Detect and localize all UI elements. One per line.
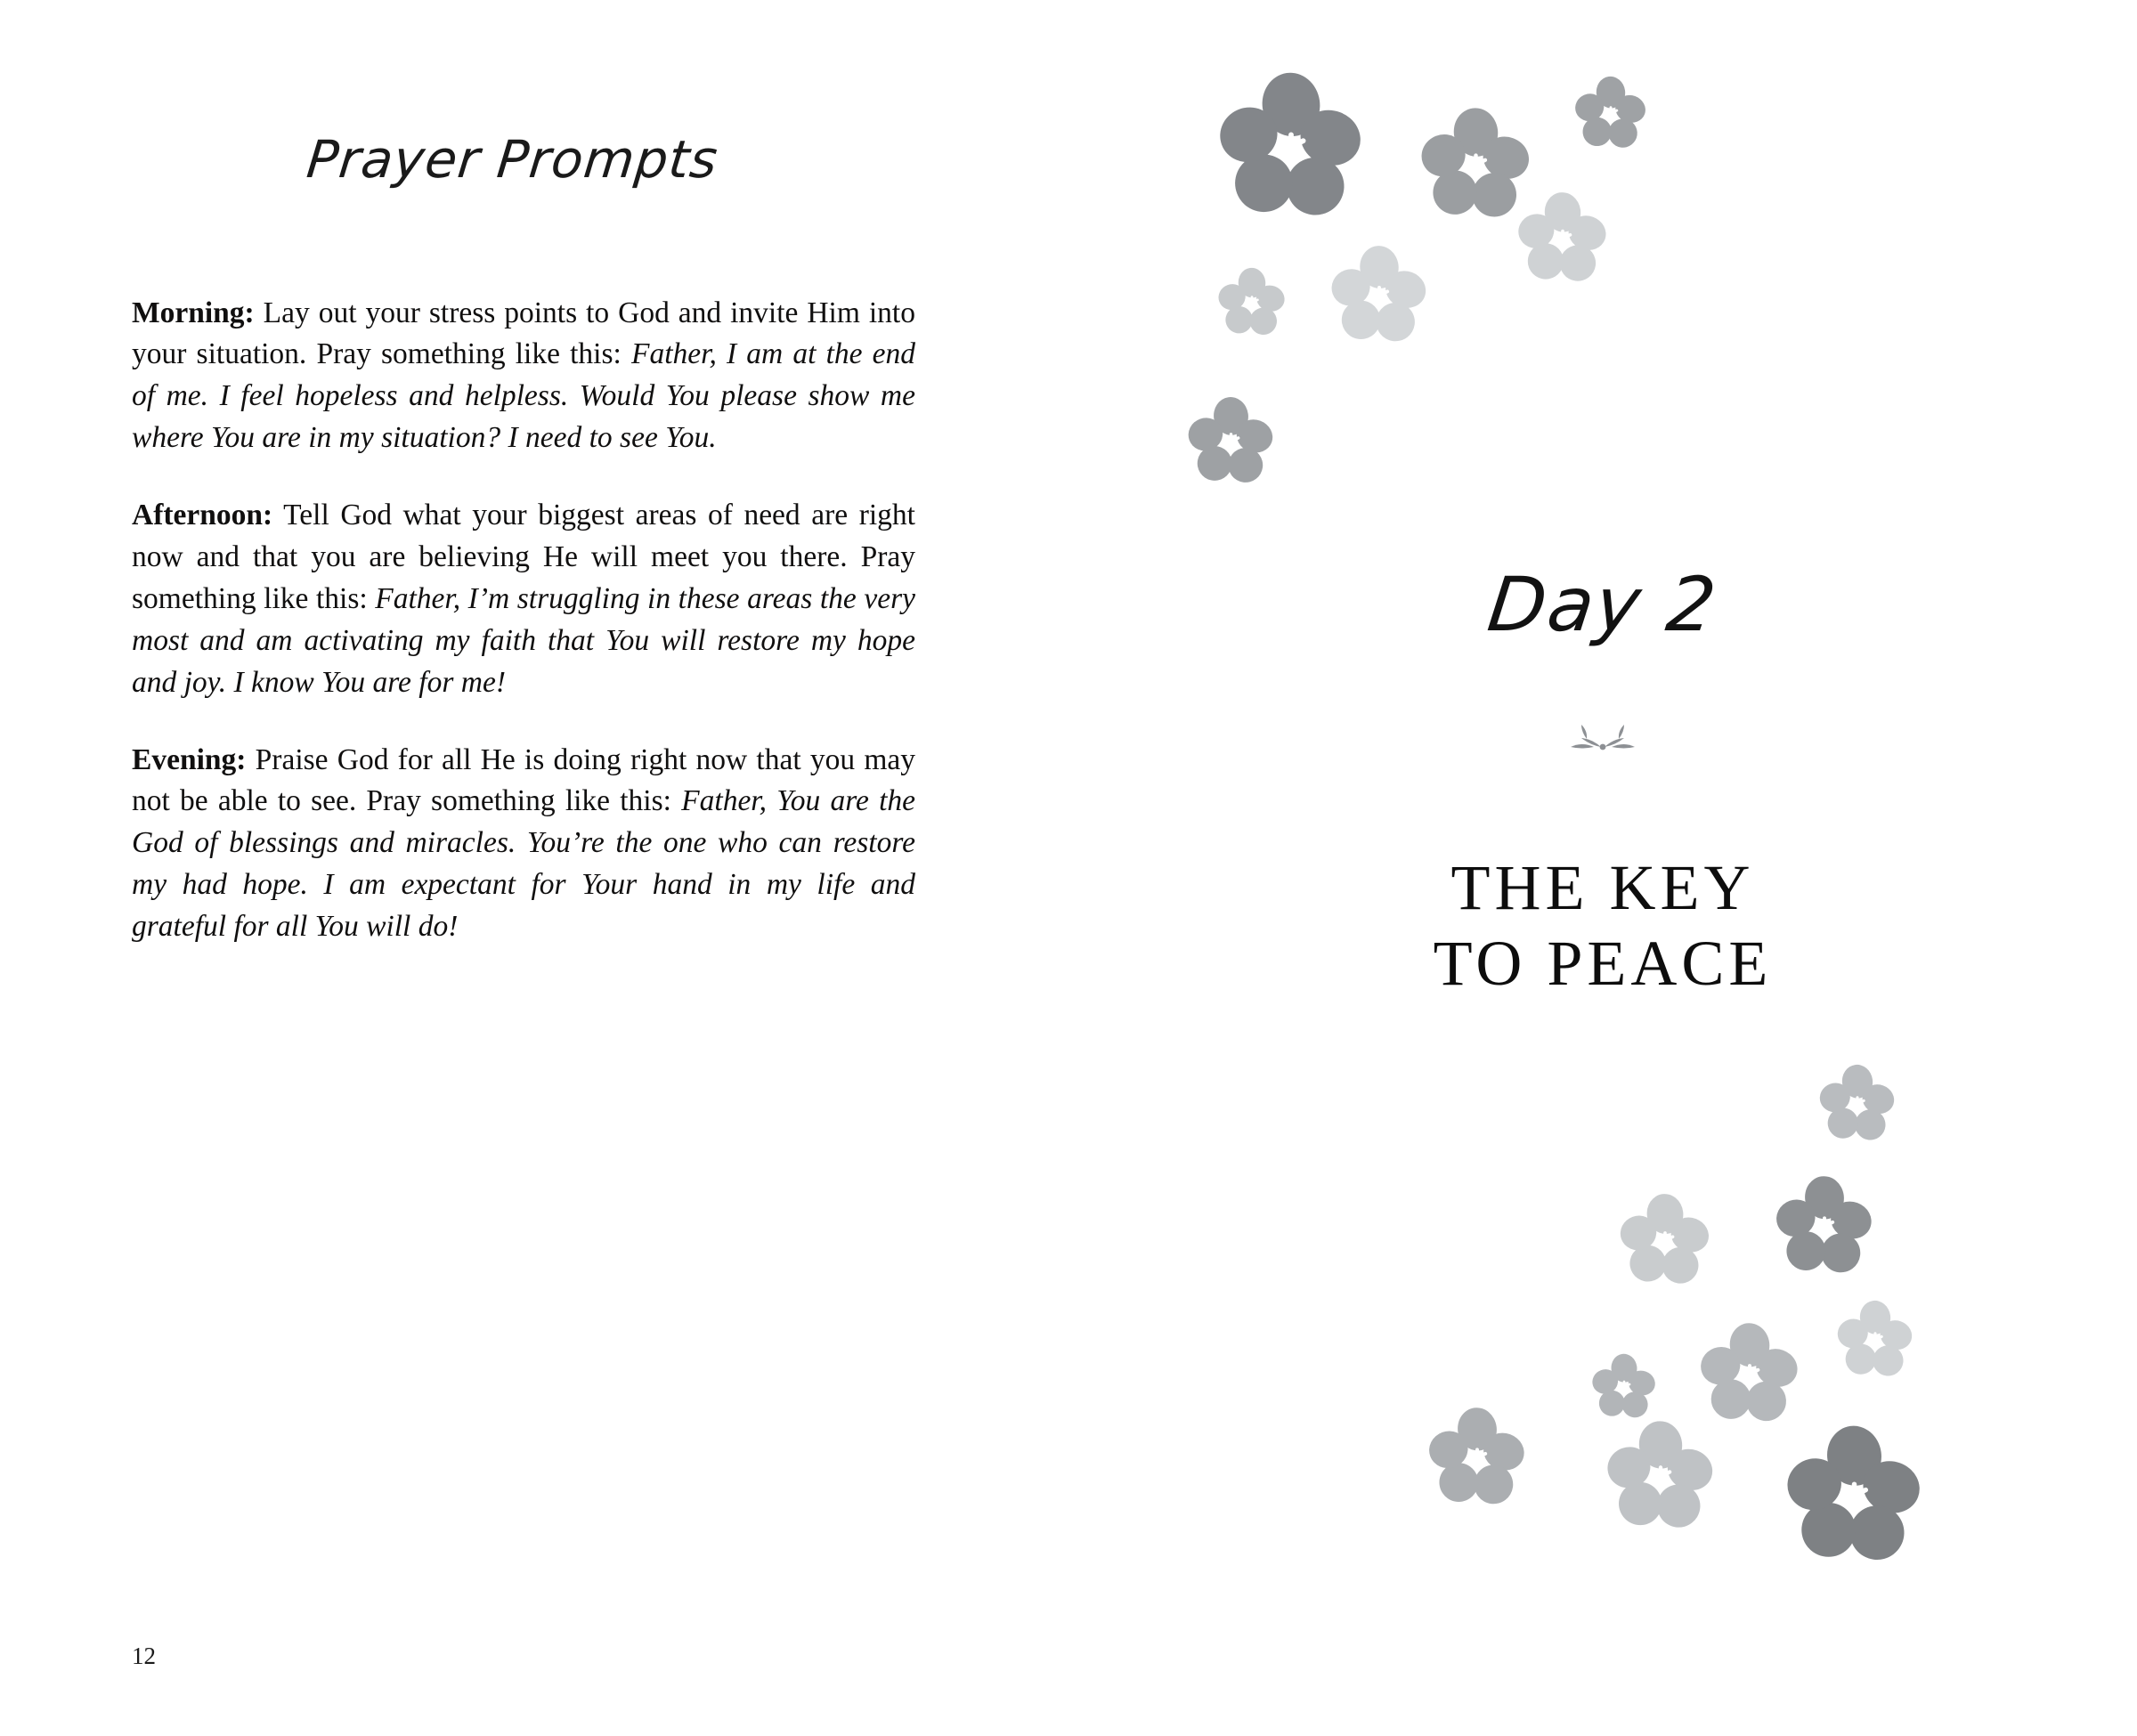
prayer-prompts-heading: Prayer Prompts (304, 129, 721, 190)
prompt-afternoon (132, 495, 915, 703)
day-heading: Day 2 (1483, 561, 1723, 648)
chapter-title-line-2: TO PEACE (1433, 927, 1773, 999)
leaf-sprig-icon (1532, 717, 1674, 770)
flower-icon (1211, 71, 1371, 223)
prompt-morning-lead: Lay out your stress points to God and invite Him into your situation. Pray something like this: (132, 296, 915, 371)
flower-icon (1696, 1322, 1803, 1426)
left-page (0, 0, 1068, 1736)
right-page (1068, 0, 2137, 1736)
flower-icon (1616, 1193, 1714, 1288)
prompt-afternoon-lead: Tell God what your biggest areas of need are right now and that you are believing He will meet you there. Pray something like this: (132, 499, 915, 615)
flower-icon (1589, 1353, 1659, 1421)
prompt-afternoon-label: Afternoon: (132, 499, 273, 532)
prayer-prompts-body (132, 263, 915, 948)
flower-icon (1572, 76, 1650, 151)
page-number: 12 (132, 1643, 156, 1669)
prompt-evening-lead: Praise God for all He is doing right now that you may not be able to see. Pray something like this: (132, 742, 915, 818)
prompt-evening (132, 740, 915, 948)
flower-icon (1327, 245, 1432, 346)
prompt-evening-prayer: Father, You are the God of blessings and miracles. You’re the one who can restore my had hope. I am expectant for Your hand in my life and grateful for all You will do! (132, 784, 916, 944)
prompt-afternoon-prayer: Father, I’m struggling in these areas the very most and am activating my faith that You will restore my hope and joy. I know You are for me! (132, 581, 915, 699)
flower-icon (1215, 267, 1288, 338)
prompt-evening-label: Evening: (132, 742, 247, 776)
prompt-morning (132, 293, 915, 460)
prompt-morning-label: Morning: (132, 296, 255, 329)
flower-icon (1834, 1300, 1916, 1380)
flower-icon (1425, 1407, 1530, 1509)
flower-icon (1416, 107, 1536, 223)
flower-icon (1781, 1424, 1928, 1567)
chapter-title-line-1: THE KEY (1450, 852, 1755, 923)
flower-icon (1603, 1420, 1719, 1533)
prompt-morning-prayer: Father, I am at the end of me. I feel hopeless and helpless. Would You please show me where You are in my situation? I need to see You. (132, 337, 916, 455)
chapter-title (1068, 850, 2137, 1002)
flower-icon (1816, 1064, 1898, 1144)
flower-icon (1184, 396, 1278, 487)
flower-icon (1772, 1175, 1877, 1278)
leaf-sprig-ornament (1068, 717, 2137, 775)
flower-icon (1514, 191, 1612, 286)
